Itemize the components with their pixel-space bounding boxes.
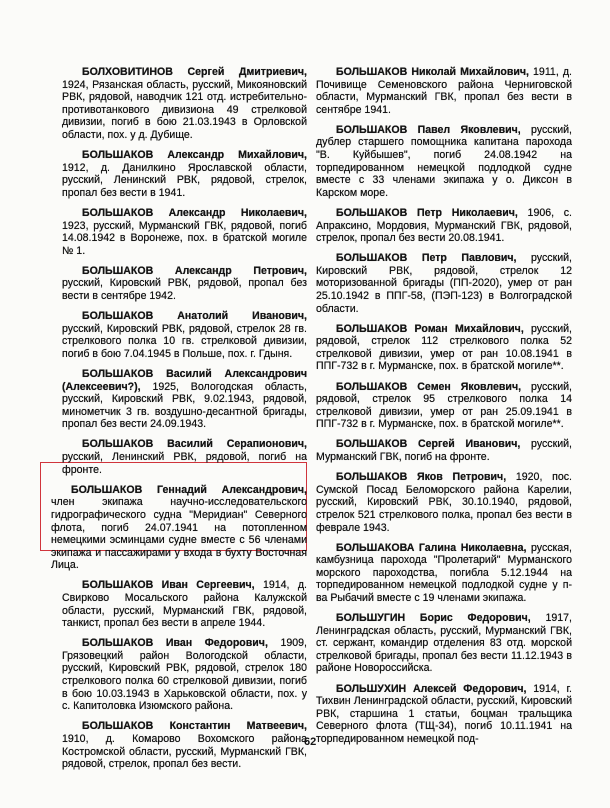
- entry-text: 1906, с. Апраксино, Мордовия, Мурманский ГВК, рядовой, стрелок, пропал без вести 20.08.1941.: [316, 206, 572, 245]
- entry-name: БОЛЬШУГИН Борис Федорович,: [336, 612, 531, 625]
- entry-text: русский, Кировский РВК, рядовой, стрелок 28 гв. стрелкового полка 10 гв. стрелковой дивизии, погиб в бою 7.04.1945 в Польше, пох. г. Гдыня.: [62, 322, 307, 360]
- entry-name: БОЛЬШАКОВ Иван Сергеевич,: [82, 579, 255, 592]
- entry: [316, 207, 572, 245]
- page-number: 62: [304, 736, 317, 748]
- entry-name: БОЛЬШАКОВ Петр Николаевич,: [336, 206, 518, 219]
- entry: [316, 471, 572, 534]
- entry: [316, 683, 572, 746]
- entry-name: БОЛХОВИТИНОВ Сергей Дмитриевич,: [82, 66, 307, 78]
- right-column: [316, 66, 572, 753]
- entry-name: БОЛЬШАКОВ Сергей Иванович,: [336, 438, 521, 451]
- entry-name: БОЛЬШАКОВ Александр Николаевич,: [82, 206, 307, 219]
- entry: [62, 720, 307, 770]
- entry: [62, 66, 307, 142]
- entry-name: БОЛЬШАКОВ Николай Михайлович,: [336, 66, 529, 78]
- entry-text: русская, камбузница парохода "Пролетарий" Мурманского морского пароходства, погибла 5.12.1944 на торпедированном немецкой подлодкой судне у п-ва Рыбачий вместе с 19 членами экипажа.: [316, 541, 572, 604]
- entry: [62, 310, 307, 360]
- entry-name: БОЛЬШАКОВ Иван Федорович,: [82, 637, 268, 650]
- entry: [316, 124, 572, 200]
- entry-text: 1909, Грязовецкий район Вологодской области, русский, Кировский РВК, рядовой, стрелок 180 стрелкового полка 60 стрелковой дивизии, погиб в бою 10.03.1943 в Харьковской области, пох. у с. Капитоловка Изюмского района.: [62, 637, 307, 713]
- entry: [316, 612, 572, 675]
- entry-text: русский, дублер старшего помощника капитана парохода "В. Куйбышев", погиб 24.08.1942 на торпедированном немецкой подлодкой судне вместе с 33 членами экипажа у о. Диксон в Карском море.: [316, 123, 572, 199]
- entry-text: 1917, Ленинградская область, русский, Мурманский ГВК, ст. сержант, командир отделения 83 отд. морской стрелковой бригады, пропал без вести 11.12.1943 в районе Новороссийска.: [316, 612, 572, 675]
- entry-name: БОЛЬШАКОВ Александр Михайлович,: [82, 149, 307, 162]
- entry: [316, 252, 572, 315]
- entry-text: русский, рядовой, стрелок 112 стрелкового полка 52 стрелковой дивизии, умер от ран 10.08.1941 в ППГ-732 в г. Мурманске, пох. в братской могиле**.: [316, 322, 572, 373]
- entry: [62, 207, 307, 257]
- entry-text: 1923, русский, Мурманский ГВК, рядовой, погиб 14.08.1942 в Воронеже, пох. в братской могиле № 1.: [62, 219, 307, 257]
- entry-name: БОЛЬШУХИН Алексей Федорович,: [336, 682, 527, 695]
- entry-text: 1914, г. Тихвин Ленинградской области, русский, Кировский РВК, старшина 1 статьи, боцман тральщика Северного флота (ТЩ-34), погиб 10.11.1941 на торпедированном немецкой под-: [316, 682, 572, 745]
- entry-name: БОЛЬШАКОВ Петр Павлович,: [336, 252, 517, 265]
- entry: [316, 381, 572, 431]
- entry-text: 1914, д. Свирково Мосальского района Калужской области, русский, Мурманский ГВК, рядовой, танкист, пропал без вести в апреле 1944.: [62, 579, 307, 630]
- entry: [316, 542, 572, 605]
- entry-name: БОЛЬШАКОВ Павел Яковлевич,: [336, 123, 521, 136]
- entry: [62, 579, 307, 629]
- entry-name: БОЛЬШАКОВ Василий Александрович (Алексеевич?),: [62, 367, 307, 393]
- entry-text: 1924, Рязанская область, русский, Микояновский РВК, рядовой, наводчик 121 отд. истребительно-противотанкового дивизиона 49 стрелковой дивизии, погиб в бою 21.03.1943 в Орловской области, пох. у д. Дубище.: [62, 78, 307, 141]
- entry: [62, 368, 307, 431]
- entry-name: БОЛЬШАКОВА Галина Николаевна,: [336, 541, 527, 554]
- entry: [62, 265, 307, 303]
- entry-name: БОЛЬШАКОВ Василий Серапионович,: [82, 438, 307, 451]
- entry-text: русский, Кировский РВК, рядовой, стрелок 12 моторизованной бригады (ПП-2020), умер от ран 25.10.1942 в ППГ-58, (ПЭП-123) в Волгоградской области.: [316, 252, 572, 315]
- entry: [62, 438, 307, 476]
- entry-name: БОЛЬШАКОВ Семен Яковлевич,: [336, 380, 522, 393]
- entry-name: БОЛЬШАКОВ Александр Петрович,: [82, 264, 307, 277]
- entry-text: русский, рядовой, стрелок 95 стрелкового полка 14 стрелковой дивизии, умер от ран 25.09.1941 в ППГ-732 в г. Мурманске, пох. в братской могиле**.: [316, 380, 572, 431]
- entry-text: 1911, д. Почивище Семеновского района Черниговской области, Мурманский ГВК, пропал без вести в сентябре 1941.: [316, 66, 572, 116]
- entry-text: русский, Ленинский РВК, рядовой, погиб на фронте.: [62, 451, 307, 476]
- entry: [316, 323, 572, 373]
- entry-name: БОЛЬШАКОВ Геннадий Александрович,: [71, 483, 307, 496]
- highlighted-entry: [51, 484, 307, 572]
- entry-name: БОЛЬШАКОВ Константин Матвеевич,: [82, 720, 307, 733]
- entry-text: русский, Мурманский ГВК, погиб на фронте.: [316, 438, 572, 464]
- entry-name: БОЛЬШАКОВ Анатолий Иванович,: [82, 310, 307, 323]
- entry: [62, 149, 307, 199]
- entry-text: член экипажа научно-исследовательского гидрографического судна "Меридиан" Северного флота, погиб 24.07.1941 на потопленном немецкими эсминцами судне вместе с 56 членами экипажа и пассажирами у входа в бухту Восточная Лица.: [51, 496, 307, 572]
- left-column: [51, 66, 307, 778]
- entry-text: 1912, д. Данилкино Ярославской области, русский, Ленинский РВК, рядовой, стрелок, пропал без вести в 1941.: [62, 161, 307, 199]
- entry-text: русский, Кировский РВК, рядовой, пропал без вести в сентябре 1942.: [62, 277, 307, 302]
- entry: [316, 66, 572, 116]
- entry-text: 1910, д. Комарово Вохомского района Костромской области, русский, Мурманский ГВК, рядовой, стрелок, пропал без вести.: [62, 732, 307, 771]
- entry-text: 1925, Вологодская область, русский, Кировский РВК, 9.02.1943, рядовой, минометчик 3 гв. воздушно-десантной бригады, пропал без вести 24.09.1943.: [62, 380, 307, 431]
- entry: [62, 637, 307, 713]
- entry: [316, 438, 572, 463]
- entry-name: БОЛЬШАКОВ Роман Михайлович,: [336, 322, 524, 335]
- entry-name: БОЛЬШАКОВ Яков Петрович,: [336, 471, 507, 484]
- entry-text: 1920, пос. Сумской Посад Беломорского района Карелии, русский, Кировский РВК, 30.10.1940, рядовой, стрелок 521 стрелкового полка, пропал без вести в феврале 1943.: [316, 471, 572, 534]
